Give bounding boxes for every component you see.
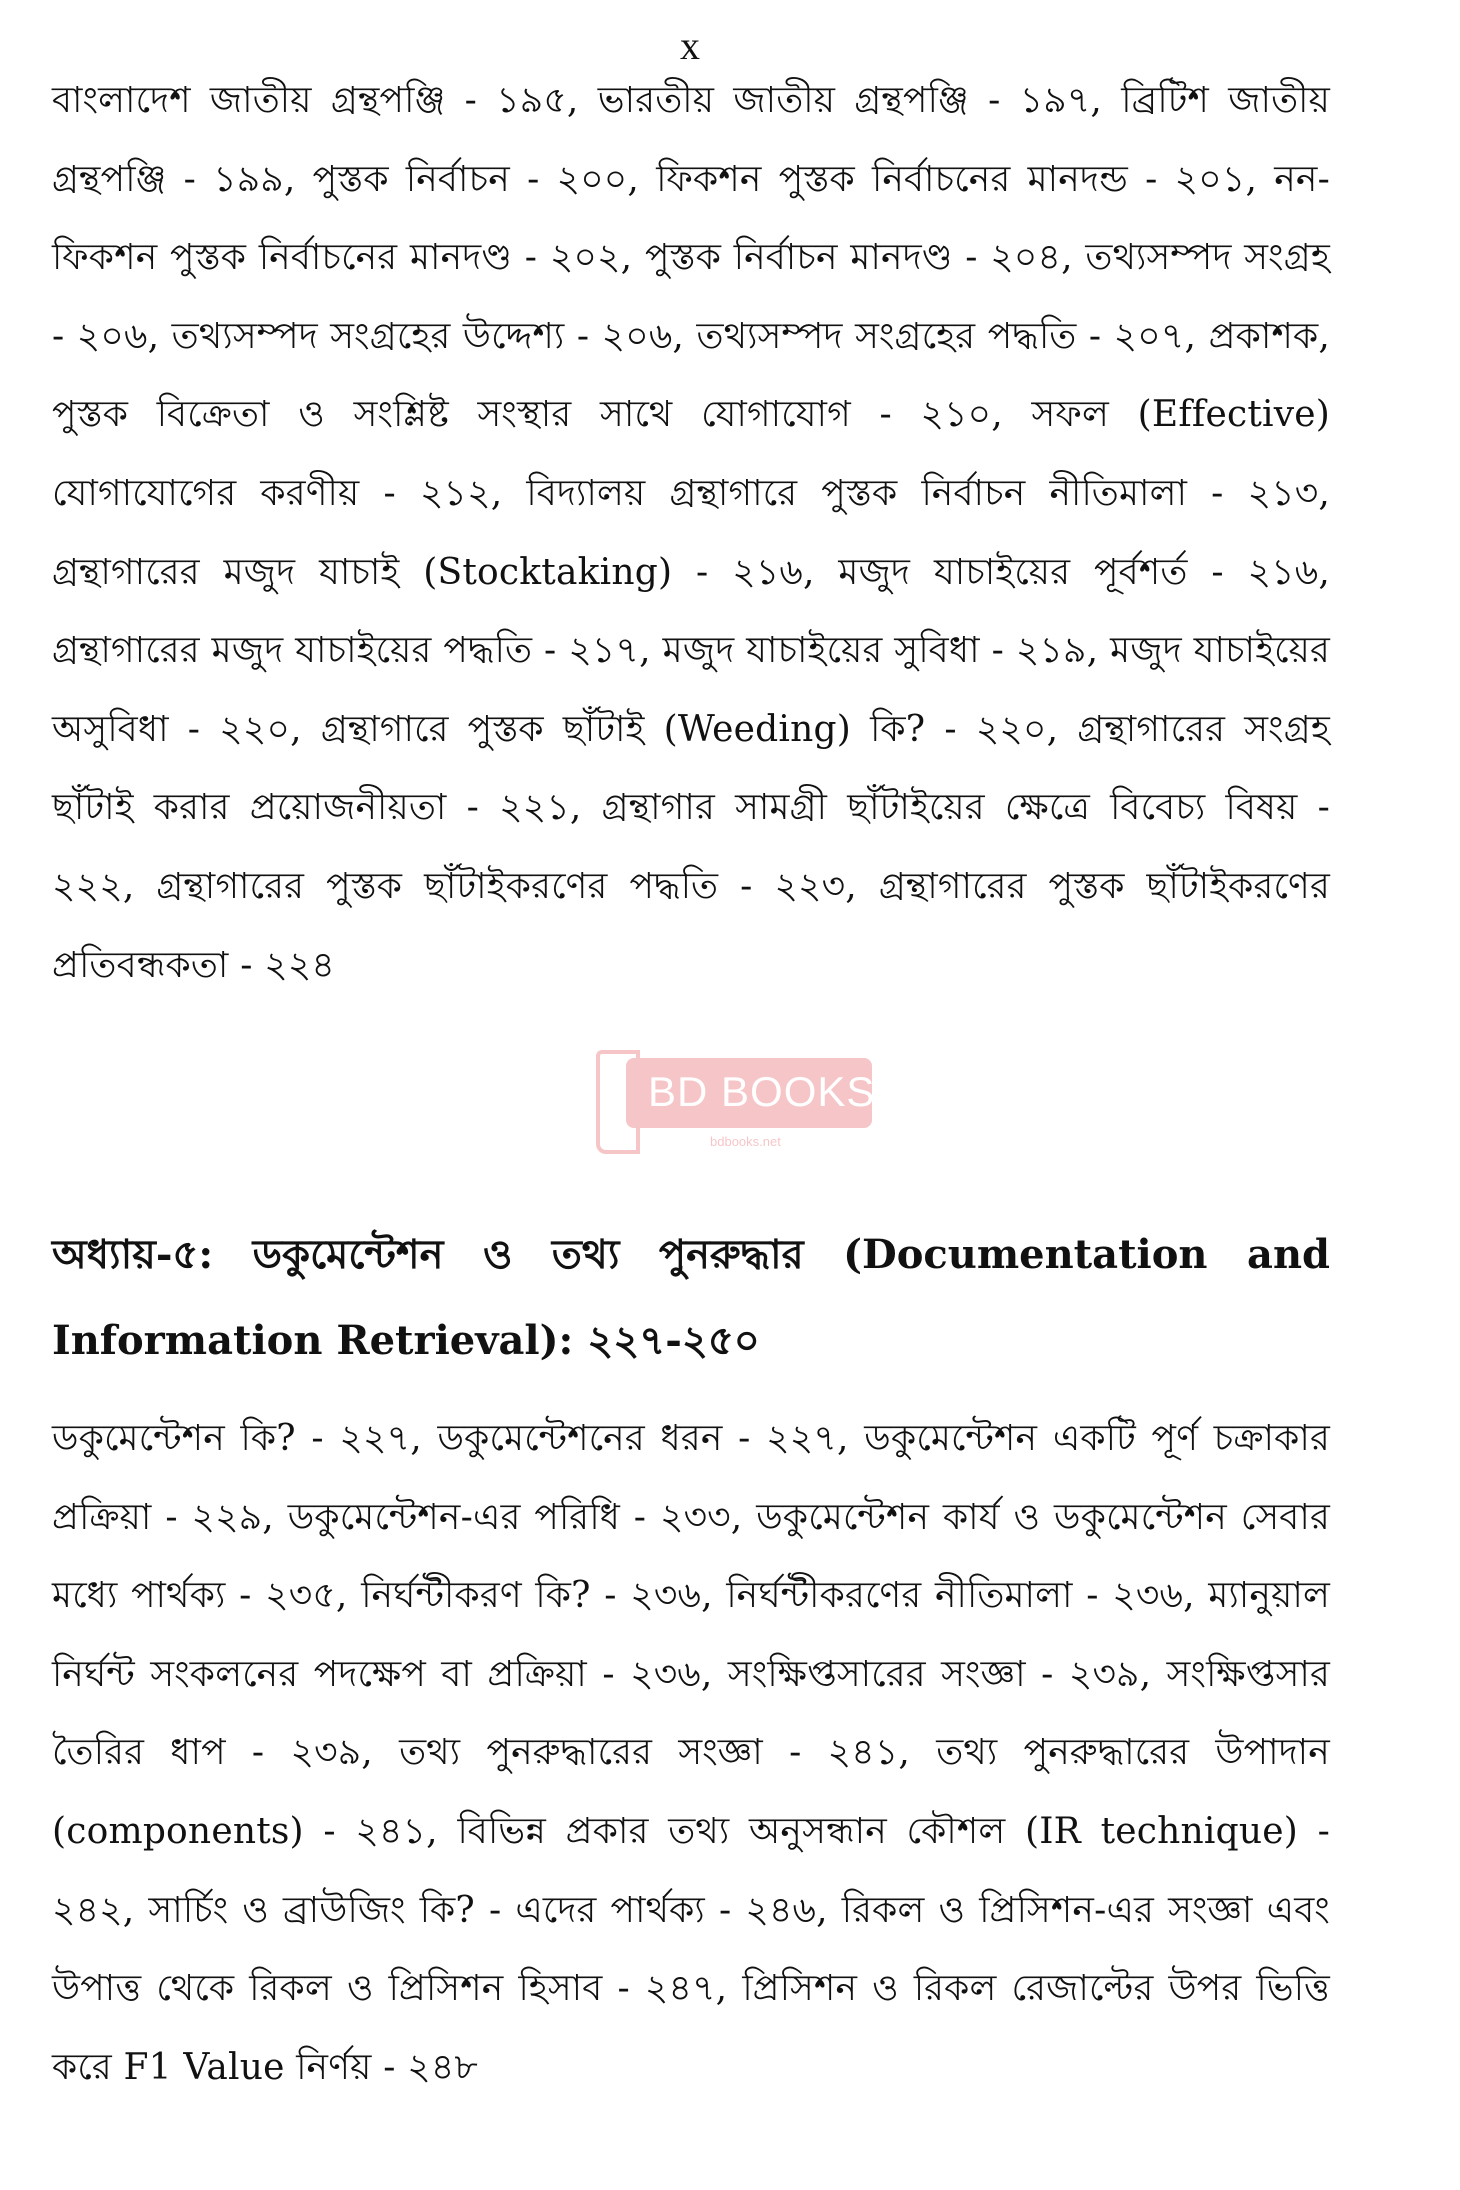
chapter-5-entries: ডকুমেন্টেশন কি? - ২২৭, ডকুমেন্টেশনের ধরন - ২২৭, ডকুমেন্টেশন একটি পূর্ণ চক্রাকার প্রক্রিয়া - ২২৯, ডকুমেন্টেশন-এর পরিধি - ২৩৩, ডকুমেন্টেশন কার্য ও ডকুমেন্টেশন সেবার মধ্যে পার্থক্য - ২৩৫, নির্ঘন্টীকরণ কি? - ২৩৬, নির্ঘন্টীকরণের নীতিমালা - ২৩৬, ম্যানুয়াল নির্ঘন্ট সংকলনের পদক্ষেপ বা প্রক্রিয়া - ২৩৬, সংক্ষিপ্তসারের সংজ্ঞা - ২৩৯, সংক্ষিপ্তসার তৈরির ধাপ - ২৩৯, তথ্য পুনরুদ্ধারের সংজ্ঞা - ২৪১, তথ্য পুনরুদ্ধারের উপাদান (components) - ২৪১, বিভিন্ন প্রকার তথ্য অনুসন্ধান কৌশল (IR technique) - ২৪২, সার্চিং ও ব্রাউজিং কি? - এদের পার্থক্য - ২৪৬, রিকল ও প্রিসিশন-এর সংজ্ঞা এবং উপাত্ত থেকে রিকল ও প্রিসিশন হিসাব - ২৪৭, প্রিসিশন ও রিকল রেজাল্টের উপর ভিত্তি করে F1 Value নির্ণয় - ২৪৮ [52,1418,1330,2088]
chapter-5-heading: অধ্যায়-৫: ডকুমেন্টেশন ও তথ্য পুনরুদ্ধার (Documentation and Information Retrieval): ২২৭-২৫০ [52,1231,1330,1364]
page-number: x [680,23,700,68]
watermark-brand: BD BOOKS [648,1068,876,1115]
watermark-site: bdbooks.net [710,1134,781,1149]
bd-books-watermark [590,1050,886,1160]
index-entries-continued: বাংলাদেশ জাতীয় গ্রন্থপঞ্জি - ১৯৫, ভারতীয় জাতীয় গ্রন্থপঞ্জি - ১৯৭, ব্রিটিশ জাতীয় গ্রন্থপঞ্জি - ১৯৯, পুস্তক নির্বাচন - ২০০, ফিকশন পুস্তক নির্বাচনের মানদন্ড - ২০১, নন-ফিকশন পুস্তক নির্বাচনের মানদণ্ড - ২০২, পুস্তক নির্বাচন মানদণ্ড - ২০৪, তথ্যসম্পদ সংগ্রহ - ২০৬, তথ্যসম্পদ সংগ্রহের উদ্দেশ্য - ২০৬, তথ্যসম্পদ সংগ্রহের পদ্ধতি - ২০৭, প্রকাশক, পুস্তক বিক্রেতা ও সংশ্লিষ্ট সংস্থার সাথে যোগাযোগ - ২১০, সফল (Effective) যোগাযোগের করণীয় - ২১২, বিদ্যালয় গ্রন্থাগারে পুস্তক নির্বাচন নীতিমালা - ২১৩, গ্রন্থাগারের মজুদ যাচাই (Stocktaking) - ২১৬, মজুদ যাচাইয়ের পূর্বশর্ত - ২১৬, গ্রন্থাগারের মজুদ যাচাইয়ের পদ্ধতি - ২১৭, মজুদ যাচাইয়ের সুবিধা - ২১৯, মজুদ যাচাইয়ের অসুবিধা - ২২০, গ্রন্থাগারে পুস্তক ছাঁটাই (Weeding) কি? - ২২০, গ্রন্থাগারের সংগ্রহ ছাঁটাই করার প্রয়োজনীয়তা - ২২১, গ্রন্থাগার সামগ্রী ছাঁটাইয়ের ক্ষেত্রে বিবেচ্য বিষয় - ২২২, গ্রন্থাগারের পুস্তক ছাঁটাইকরণের পদ্ধতি - ২২৩, গ্রন্থাগারের পুস্তক ছাঁটাইকরণের প্রতিবন্ধকতা - ২২৪ [52,80,1330,986]
